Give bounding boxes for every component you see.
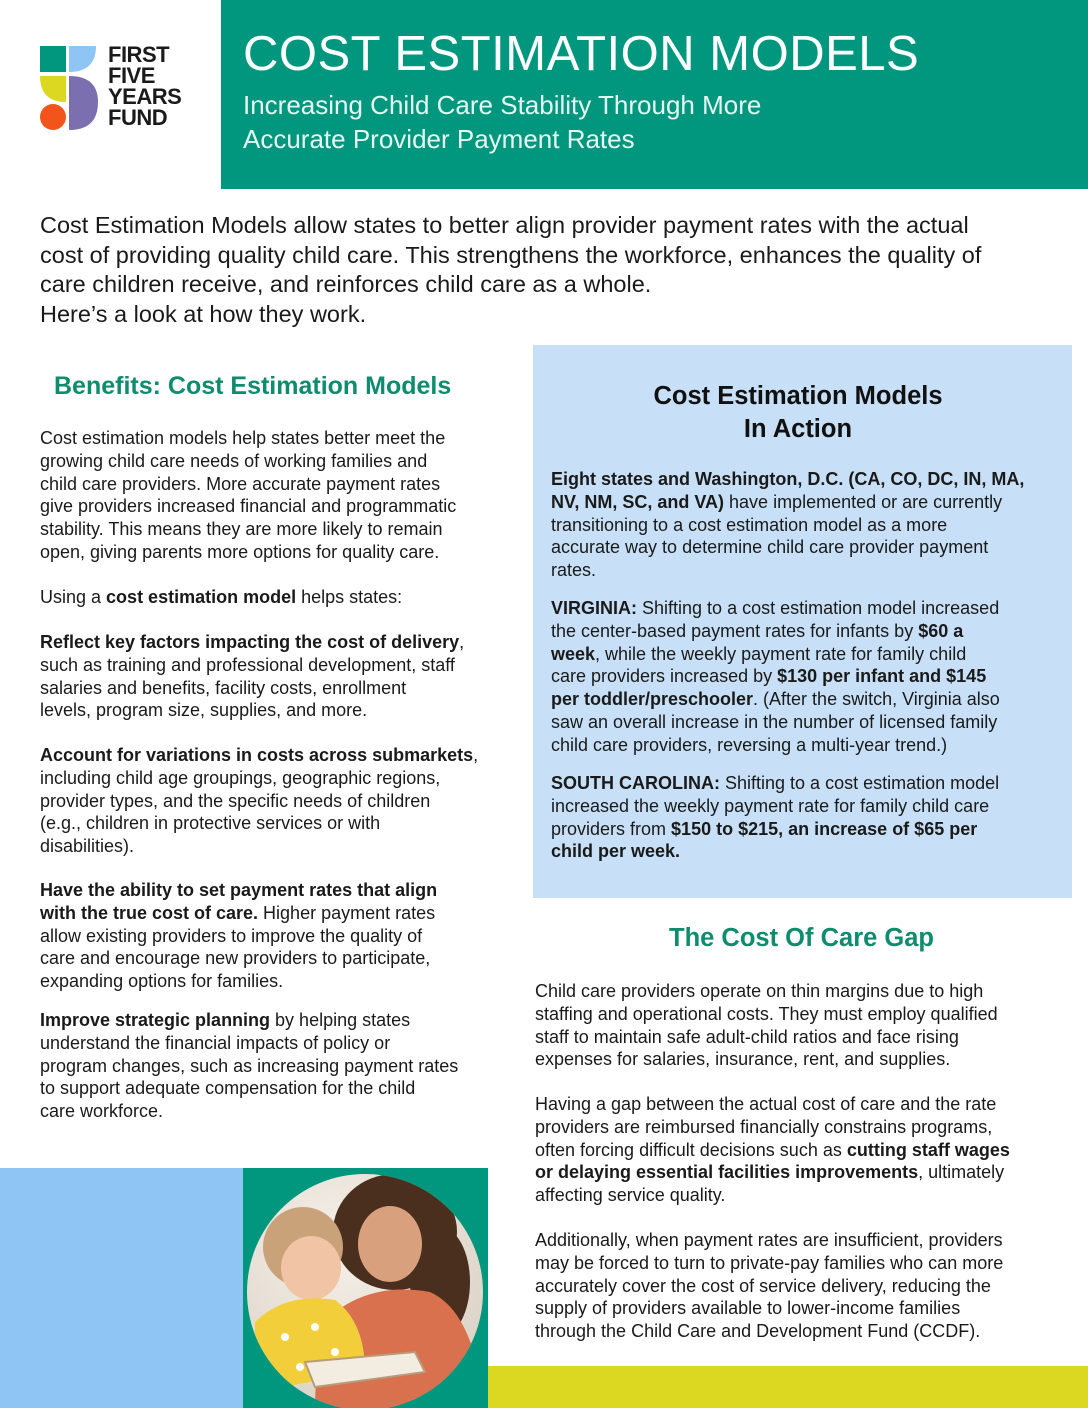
text-line [551, 818, 1061, 841]
text-line: disabilities). [40, 836, 135, 857]
text-run: Higher payment rates [258, 902, 436, 923]
text-line: Having a gap between the actual cost of care and the rate [535, 1094, 997, 1114]
text-line [551, 840, 1061, 863]
bold-run: NV, NM, SC, and VA) [551, 491, 725, 512]
text-line: accurately cover the cost of service delivery, reducing the [535, 1275, 991, 1296]
text-run: often forcing difficult decisions such as [535, 1139, 847, 1160]
benefit-set-payment-rates [40, 879, 502, 993]
logo-purple-half [69, 76, 98, 130]
benefits-intro-paragraph [40, 427, 502, 564]
text-line: understand the financial impacts of policy or [40, 1032, 391, 1053]
text-line: expanding options for families. [40, 971, 284, 992]
text-line: affecting service quality. [535, 1185, 726, 1206]
bold-run: or delaying essential facilities improvements [535, 1162, 919, 1183]
text-line: program changes, such as increasing payment rates [40, 1055, 459, 1076]
text-line: staff to maintain safe adult-child ratios and face rising [535, 1026, 959, 1047]
text-line [551, 665, 1061, 688]
bold-run: with the true cost of care. [40, 902, 259, 923]
text-run: , while the weekly payment rate for family child [595, 643, 967, 664]
text-run: providers from [551, 818, 672, 839]
text-line: increased the weekly payment rate for family child care [551, 795, 990, 816]
text-line: providers are reimbursed financially constrains programs, [535, 1116, 993, 1137]
text-line [551, 772, 1061, 795]
child-face [281, 1236, 341, 1300]
intro-line: Here’s a look at how they work. [40, 300, 367, 327]
intro-paragraph [40, 211, 1070, 329]
text-line: Child care providers operate on thin margins due to high [535, 981, 984, 1001]
helps-states-lead-in [40, 586, 502, 609]
state-label: SOUTH CAROLINA: [551, 773, 720, 793]
logo-yellow-quarter [40, 76, 66, 102]
private-pay-paragraph [535, 1229, 1070, 1343]
woman-reading-to-toddler-photo [245, 1172, 485, 1408]
text-line: stability. This means they are more likely to remain [40, 519, 443, 540]
text-line: Additionally, when payment rates are insufficient, providers [535, 1230, 1003, 1250]
bold-run: Eight states and Washington, D.C. (CA, CO, DC, IN, MA, [551, 469, 1025, 489]
text-line [40, 902, 502, 925]
benefit-strategic-planning [40, 1009, 502, 1123]
bold-run: Have the ability to set payment rates that align [40, 880, 438, 900]
logo-wordmark [108, 44, 181, 128]
bold-run: $130 per infant and $145 [777, 666, 987, 687]
bold-run: Reflect key factors impacting the cost of delivery [40, 632, 460, 652]
bold-run: Account for variations in costs across submarkets [40, 745, 474, 765]
text-line [535, 1139, 1070, 1162]
logo-teal-square [40, 46, 66, 72]
states-implemented-paragraph [551, 468, 1061, 582]
text-run: Using a [40, 587, 107, 607]
text-line: child care providers. More accurate payment rates [40, 473, 441, 494]
subtitle-line: Increasing Child Care Stability Through More [243, 90, 762, 120]
text-run: the center-based payment rates for infants by [551, 620, 919, 641]
benefit-reflect-factors [40, 631, 502, 722]
decorative-blue-block [0, 1168, 243, 1408]
text-line: saw an overall increase in the number of licensed family [551, 711, 998, 732]
text-line [551, 688, 1061, 711]
text-line: transitioning to a cost estimation model as a more [551, 514, 948, 535]
page-title: COST ESTIMATION MODELS [243, 27, 920, 81]
text-line: including child age groupings, geographic regions, [40, 767, 441, 788]
text-line: rates. [551, 560, 597, 581]
text-run: , ultimately [918, 1162, 1005, 1183]
in-action-heading [533, 380, 1063, 446]
logo-line: FIRST [108, 42, 170, 67]
text-run: , [459, 632, 465, 652]
page-subtitle [243, 88, 883, 156]
text-line: child care providers, reversing a multi-year trend.) [551, 734, 948, 755]
logo-line: FUND [108, 105, 168, 130]
cost-of-care-gap-heading: The Cost Of Care Gap [669, 924, 934, 952]
text-line: supply of providers available to lower-income families [535, 1298, 961, 1319]
text-line [40, 744, 502, 767]
text-line [40, 879, 502, 902]
text-line: allow existing providers to improve the quality of [40, 925, 423, 946]
intro-line: cost of providing quality child care. This strengthens the workforce, enhances the quality of [40, 241, 982, 268]
bold-run: child per week. [551, 841, 681, 862]
text-line: through the Child Care and Development Fund (CCDF). [535, 1321, 981, 1342]
text-line [551, 491, 1061, 514]
bold-run: cutting staff wages [846, 1139, 1010, 1160]
gap-constrains-paragraph [535, 1093, 1070, 1207]
text-line: provider types, and the specific needs of children [40, 790, 431, 811]
text-line: (e.g., children in protective services or with [40, 813, 381, 834]
thin-margins-paragraph [535, 980, 1070, 1071]
text-run: care providers increased by [551, 666, 778, 687]
text-line: staffing and operational costs. They must employ qualified [535, 1003, 998, 1024]
intro-line: care children receive, and reinforces child care as a whole. [40, 271, 652, 297]
text-line: may be forced to turn to private-pay families who can more [535, 1252, 1004, 1273]
logo-blue-quarter [69, 46, 96, 72]
heading-line: Cost Estimation Models [653, 382, 943, 410]
text-line: salaries and benefits, facility costs, enrollment [40, 677, 407, 698]
bold-run: week [551, 643, 596, 664]
bold-run: $150 to $215, an increase of $65 per [671, 818, 978, 839]
intro-line: Cost Estimation Models allow states to better align provider payment rates with the actual [40, 212, 969, 238]
text-line [551, 597, 1061, 620]
decorative-yellow-strip [488, 1366, 1088, 1408]
heading-line: In Action [743, 415, 853, 443]
text-line: growing child care needs of working families and [40, 450, 428, 471]
text-line: give providers increased financial and programmatic [40, 496, 457, 517]
subtitle-line: Accurate Provider Payment Rates [243, 124, 635, 154]
text-line: to support adequate compensation for the child [40, 1078, 416, 1099]
benefits-heading: Benefits: Cost Estimation Models [54, 372, 452, 400]
logo-coral-circle [40, 104, 66, 130]
text-line: open, giving parents more options for quality care. [40, 541, 440, 562]
text-line [40, 586, 502, 609]
bold-run: per toddler/preschooler [551, 689, 754, 710]
text-line [551, 643, 1061, 666]
bold-run: Improve strategic planning [40, 1010, 271, 1030]
text-line [535, 1161, 1070, 1184]
south-carolina-paragraph [551, 772, 1061, 863]
text-line: care workforce. [40, 1101, 164, 1122]
woman-face [358, 1206, 422, 1282]
text-run: have implemented or are currently [724, 491, 1003, 512]
text-run: helps states: [296, 587, 403, 607]
text-run: by helping states [270, 1010, 411, 1030]
bold-run: $60 a [918, 620, 964, 641]
text-line: care and encourage new providers to participate, [40, 948, 431, 969]
logo-line: FIVE [108, 63, 155, 88]
virginia-paragraph [551, 597, 1061, 757]
text-run: . (After the switch, Virginia also [753, 689, 1000, 710]
text-line: levels, program size, supplies, and more. [40, 700, 368, 721]
benefit-account-variations [40, 744, 502, 858]
text-line: Cost estimation models help states better meet the [40, 428, 446, 448]
text-line [551, 620, 1061, 643]
text-run: Shifting to a cost estimation model [720, 773, 1000, 793]
text-line: accurate way to determine child care provider payment [551, 537, 989, 558]
state-label: VIRGINIA: [551, 598, 638, 618]
text-line [551, 468, 1061, 491]
text-run: Shifting to a cost estimation model increased [637, 598, 1000, 618]
text-run: , [473, 745, 479, 765]
bold-run: cost estimation model [106, 587, 297, 607]
text-line: such as training and professional development, staff [40, 654, 455, 675]
text-line: expenses for salaries, insurance, rent, and supplies. [535, 1049, 951, 1070]
logo-line: YEARS [108, 84, 182, 109]
text-line [40, 631, 502, 654]
text-line [40, 1009, 502, 1032]
